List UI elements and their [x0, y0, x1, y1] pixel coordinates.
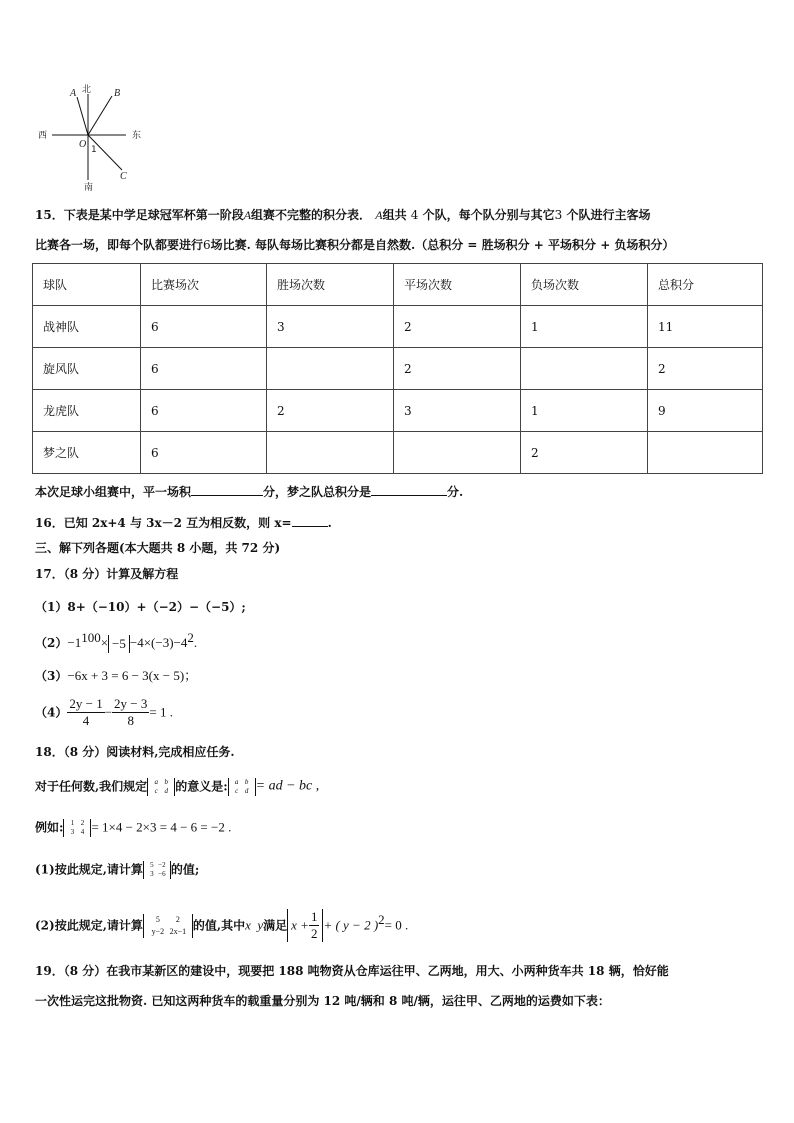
cell-total	[648, 432, 763, 474]
det2-b: b	[244, 777, 249, 786]
q15-answer-text-b: 分，梦之队总积分是	[263, 485, 372, 499]
west-label: 西	[38, 131, 48, 141]
q18-def-text-a: 对于任何数,我们规定	[35, 779, 148, 794]
det-d: d	[164, 786, 168, 795]
fraction-2-numerator: 2y − 3	[114, 696, 148, 711]
q18-task2	[35, 909, 408, 942]
t2-half-fraction	[309, 909, 320, 942]
q15-line1	[35, 206, 650, 224]
q18-task2-text-c: 满足	[263, 918, 288, 933]
cell-losses: 2	[521, 432, 648, 474]
t2-det-11: 5	[155, 914, 160, 924]
q15-team-count: 4	[410, 208, 419, 222]
q15-text-2a: 比赛各一场，即每个队都要进行	[35, 238, 204, 252]
cell-losses	[521, 348, 648, 390]
cell-matches: 6	[141, 390, 267, 432]
q17-part3	[35, 667, 197, 685]
cell-total: 2	[648, 348, 763, 390]
q18-def-formula: = ad − bc ,	[255, 778, 320, 794]
south-label: 南	[84, 183, 94, 193]
q18-title: 18．（8 分）阅读材料,完成相应任务.	[35, 745, 235, 759]
q17-part4-label: （4）	[35, 705, 68, 720]
q17-part3-equation: −6x + 3 = 6 − 3(x − 5)；	[67, 668, 198, 683]
fraction-1	[67, 696, 104, 729]
header-total: 总积分	[648, 264, 763, 306]
cell-losses: 1	[521, 390, 648, 432]
q16-end: .	[327, 516, 332, 530]
cell-draws: 2	[394, 348, 521, 390]
q17-part2-exp2: 2	[187, 630, 194, 645]
det-c: c	[154, 786, 158, 795]
q18-task2-text-b: 的值,其中	[192, 918, 246, 933]
determinant-symbol	[147, 778, 175, 796]
point-b-label: B	[114, 88, 121, 99]
t2-square-term: + ( y − 2 )	[323, 917, 379, 933]
q17-part2-end: .	[193, 635, 198, 650]
angle-1-label: 1	[91, 145, 97, 155]
section-3-title: 三、解下列各题(本大题共 8 小题，共 72 分)	[35, 541, 281, 555]
q18-example-label: 例如:	[35, 820, 64, 835]
q15-text-b: 组赛不完整的积分表．	[251, 208, 372, 222]
north-label: 北	[82, 85, 92, 95]
cell-matches: 6	[141, 306, 267, 348]
table-row	[33, 390, 763, 432]
t1-det-12: −2	[158, 860, 166, 869]
q17-part4	[35, 696, 173, 729]
q15-answer-text-a: 本次足球小组赛中，平一场积	[35, 485, 192, 499]
cell-wins	[267, 432, 394, 474]
q18-example-result: = 1×4 − 2×3 = 4 − 6 = −2 .	[91, 819, 232, 835]
t1-det-22: −6	[158, 869, 166, 878]
q15-text-a: 15．下表是某中学足球冠军杯第一阶段	[35, 208, 244, 222]
q15-group-var: A	[243, 208, 252, 222]
det-a: a	[154, 777, 158, 786]
score-table	[32, 263, 763, 474]
q17-part2-abs: −5	[108, 635, 130, 653]
header-wins: 胜场次数	[267, 264, 394, 306]
ex-det-11: 1	[70, 818, 75, 827]
cell-team: 梦之队	[33, 432, 141, 474]
q15-text-2c: 场比赛. 每队每场比赛积分都是自然数.（总积分 = 胜场积分 + 平场积分 + 负场积分）	[210, 238, 675, 252]
q15-text-e: 个队，每个队分别与其它	[422, 208, 555, 222]
fraction-1-numerator: 2y − 1	[69, 696, 103, 711]
t2-det-12: 2	[175, 914, 180, 924]
t2-det-21: y−2	[151, 926, 165, 936]
q17-part2-times: ×	[100, 635, 109, 650]
table-row	[33, 306, 763, 348]
cell-wins	[267, 348, 394, 390]
q17-part2	[35, 629, 197, 653]
ray-oa	[77, 97, 88, 135]
point-a-label: A	[70, 88, 77, 99]
point-o-label: O	[79, 139, 87, 150]
t1-det-11: 5	[150, 860, 154, 869]
q17-part2-label: （2）	[35, 636, 68, 650]
determinant-symbol-2	[228, 778, 256, 796]
t2-equals-zero: = 0 .	[384, 917, 409, 933]
cell-total: 11	[648, 306, 763, 348]
q17-part2-term-c: −4×(−3)−4	[129, 635, 188, 650]
cell-team: 龙虎队	[33, 390, 141, 432]
x-answer-blank	[292, 513, 328, 527]
q17-part4-rhs: = 1 .	[149, 704, 173, 720]
q15-answer-text-c: 分.	[447, 485, 464, 499]
q16-line	[35, 513, 332, 532]
cell-draws	[394, 432, 521, 474]
cell-losses: 1	[521, 306, 648, 348]
q17-part2-exp: 100	[81, 630, 101, 645]
fraction-2-denominator: 8	[127, 713, 134, 728]
header-losses: 负场次数	[521, 264, 648, 306]
q15-answer-line	[35, 482, 463, 501]
det2-a: a	[234, 777, 239, 786]
cell-total: 9	[648, 390, 763, 432]
cell-team: 旋风队	[33, 348, 141, 390]
ex-det-21: 3	[70, 827, 75, 836]
q15-opponent-count: 3	[554, 208, 563, 222]
ray-ob	[88, 96, 112, 135]
task2-determinant	[143, 914, 193, 938]
t2-abs-x: x +	[291, 917, 309, 933]
det-b: b	[164, 777, 168, 786]
task2-abs-expression	[287, 909, 323, 942]
det2-d: d	[244, 786, 249, 795]
t2-square-exp: 2	[378, 912, 385, 927]
point-c-label: C	[120, 171, 127, 182]
q15-match-count: 6	[203, 238, 211, 252]
q19-line2: 一次性运完这批物资. 已知这两种货车的载重量分别为 12 吨/辆和 8 吨/辆，运往甲、乙两地的运费如下表：	[35, 994, 610, 1008]
q18-task2-vars: x y	[245, 917, 264, 933]
q16-text: 16．已知 2x+4 与 3x－2 互为相反数，则 x=	[35, 516, 292, 530]
t2-half-denominator: 2	[310, 926, 318, 941]
cell-team: 战神队	[33, 306, 141, 348]
q15-line2	[35, 236, 674, 254]
t2-det-22: 2x−1	[169, 926, 187, 936]
q18-example	[35, 818, 231, 837]
q17-title: 17．（8 分）计算及解方程	[35, 567, 179, 581]
dream-team-total-blank	[371, 482, 447, 496]
q18-task1	[35, 860, 199, 879]
q15-text-c: 组共	[382, 208, 407, 222]
ex-det-22: 4	[80, 827, 85, 836]
q18-task1-text-a: (1)按此规定,请计算	[35, 862, 143, 877]
fraction-1-denominator: 4	[82, 713, 90, 728]
det2-c: c	[235, 786, 239, 795]
q19-line1: 19．（8 分）在我市某新区的建设中，现要把 188 吨物资从仓库运往甲、乙两地，用大、小两种货车共 18 辆，恰好能	[35, 964, 669, 978]
q18-task1-text-b: 的值;	[170, 862, 200, 877]
q17-part1: （1）8+（−10）+（−2）−（−5）;	[35, 600, 246, 614]
cell-wins: 3	[267, 306, 394, 348]
q15-text-g: 个队进行主客场	[566, 208, 651, 222]
fraction-2	[112, 696, 149, 729]
east-label: 东	[132, 131, 142, 141]
ex-det-12: 2	[80, 818, 85, 827]
q17-part2-term-a: −1	[67, 635, 82, 650]
example-determinant	[63, 819, 91, 837]
cell-matches: 6	[141, 348, 267, 390]
header-matches: 比赛场次	[141, 264, 267, 306]
q18-task2-text-a: (2)按此规定,请计算	[35, 918, 143, 933]
cell-draws: 3	[394, 390, 521, 432]
q17-part3-label: （3）	[35, 669, 68, 683]
table-row	[33, 348, 763, 390]
table-header-row	[33, 264, 763, 306]
task1-determinant	[143, 861, 171, 879]
q17-part4-minus: −	[104, 704, 113, 720]
compass-diagram	[30, 80, 150, 195]
draw-points-blank	[191, 482, 263, 496]
cell-draws: 2	[394, 306, 521, 348]
q18-def-text-b: 的意义是:	[175, 779, 228, 794]
q15-group-var-2: A	[375, 208, 383, 222]
t1-det-21: 3	[150, 869, 154, 878]
cell-matches: 6	[141, 432, 267, 474]
header-team: 球队	[33, 264, 141, 306]
q18-definition	[35, 777, 319, 796]
header-draws: 平场次数	[394, 264, 521, 306]
cell-wins: 2	[267, 390, 394, 432]
table-row	[33, 432, 763, 474]
t2-half-numerator: 1	[310, 909, 318, 924]
